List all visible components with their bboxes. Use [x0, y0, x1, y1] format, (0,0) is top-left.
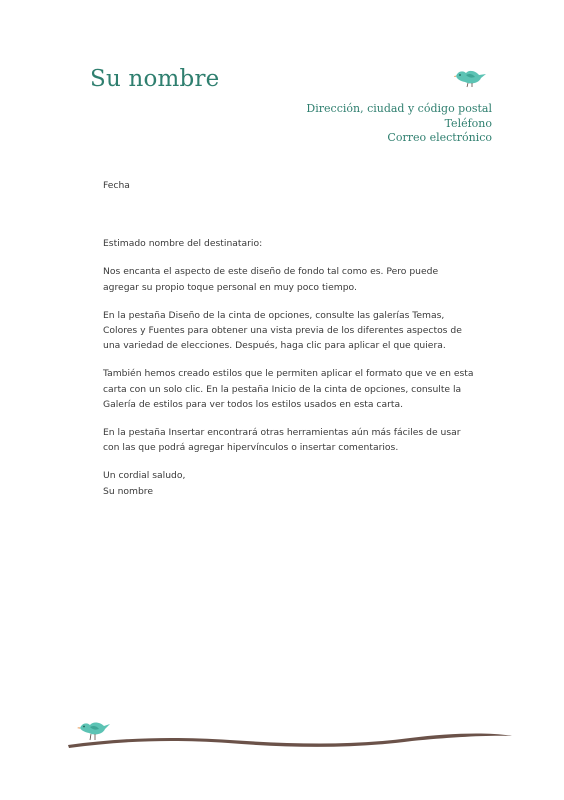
letter-paragraph: En la pestaña Diseño de la cinta de opciones, consulte las galerías Temas, Colores y Fuentes para obtener una vista previa de los diferentes aspectos de una variedad de elecciones. Después, haga clic para aplicar el que quiera. — [103, 309, 462, 352]
letter-signature: Su nombre — [103, 485, 154, 497]
footer-decoration — [60, 708, 520, 758]
letter-date: Fecha — [103, 180, 130, 191]
bird-icon — [454, 65, 488, 89]
letter-paragraph: Nos encanta el aspecto de este diseño de fondo tal como es. Pero puede agregar su propio toque personal en muy poco tiempo. — [103, 266, 439, 293]
letter-paragraph: También hemos creado estilos que le permiten aplicar el formato que ve en esta carta con un solo clic. En la pestaña Inicio de la cinta de opciones, consulte la Galería de estilos para ver todos los estilos usados en esta carta. — [103, 368, 474, 410]
bird-icon — [77, 722, 110, 740]
letter-body — [103, 178, 475, 499]
phone-line: Teléfono — [444, 116, 492, 130]
branch-decoration — [68, 734, 512, 748]
letter-closing: Un cordial saludo, — [103, 470, 186, 482]
letter-greeting: Estimado nombre del destinatario: — [103, 238, 263, 250]
address-line: Dirección, ciudad y código postal — [306, 102, 492, 115]
email-line: Correo electrónico — [387, 131, 492, 144]
letter-paragraph: En la pestaña Insertar encontrará otras herramientas aún más fáciles de usar con las que podrá agregar hipervínculos o insertar comentarios. — [103, 427, 461, 454]
sender-name: Su nombre — [90, 66, 220, 92]
contact-block — [306, 102, 492, 146]
